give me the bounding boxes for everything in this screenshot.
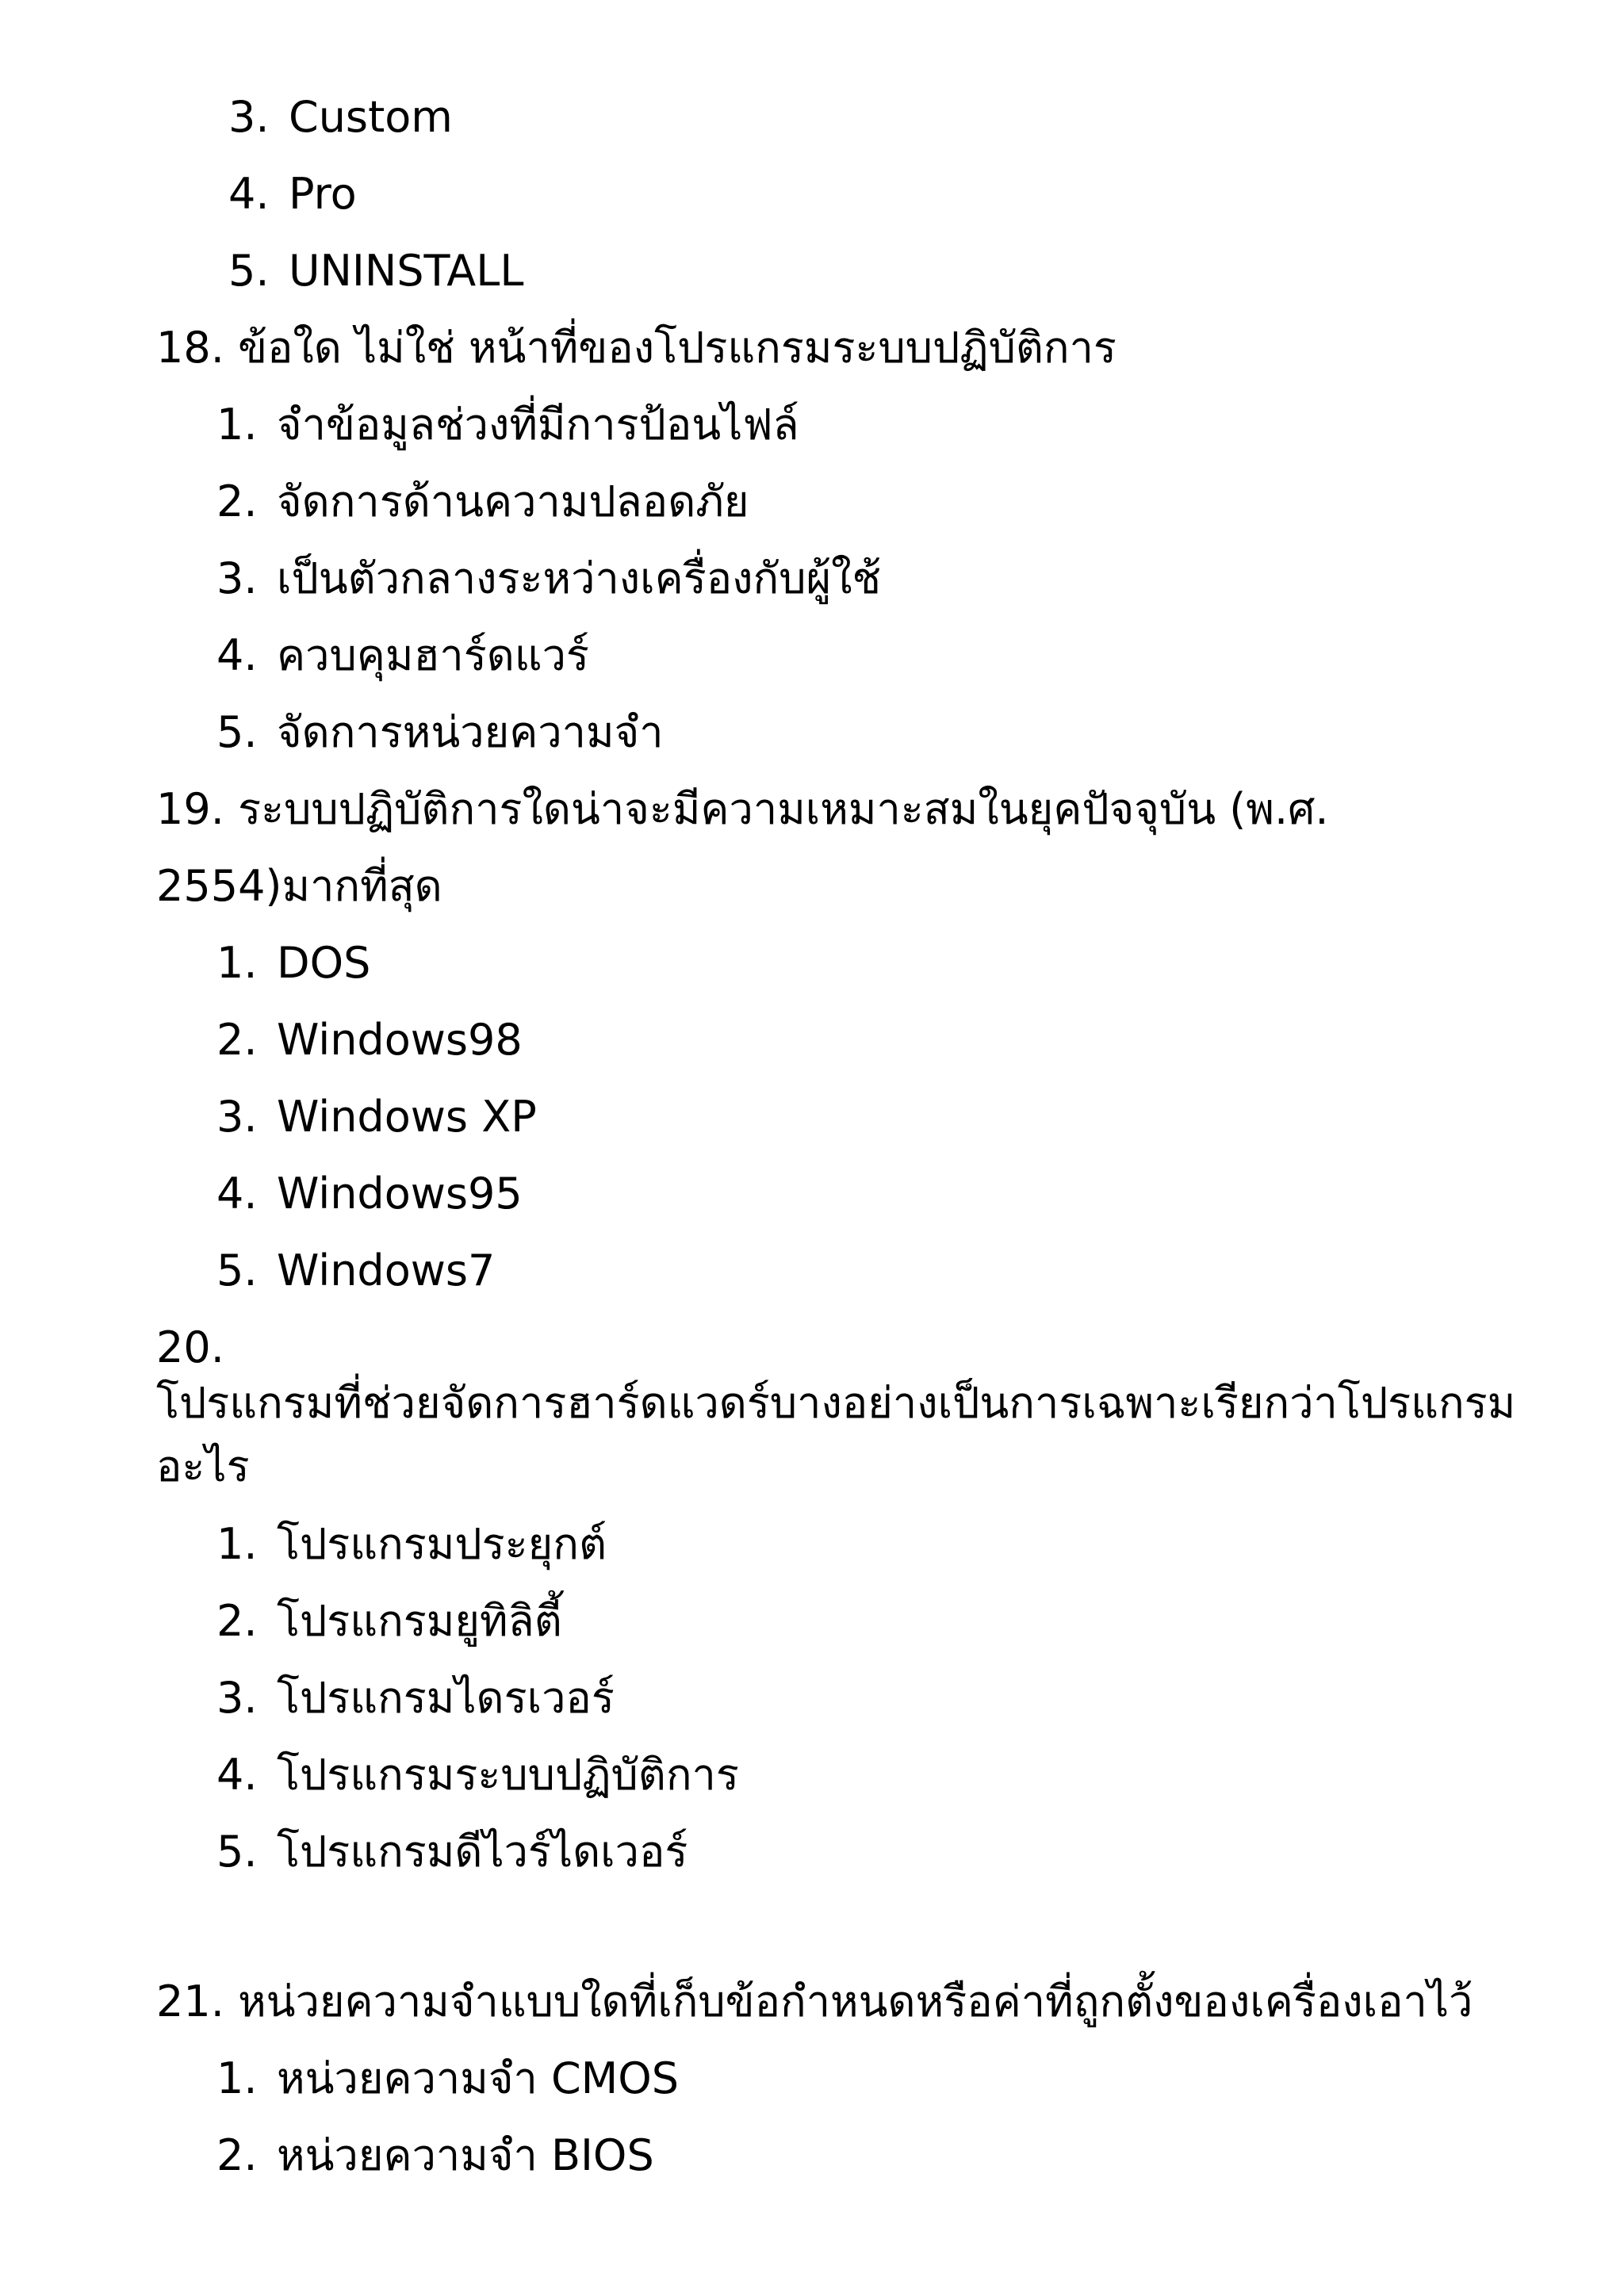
option-number: 2. bbox=[216, 1015, 258, 1065]
option-number: 2. bbox=[216, 1596, 258, 1646]
option-text: ควบคุมฮาร์ดแวร์ bbox=[277, 630, 589, 680]
question-text: หน่วยความจำแบบใดที่เก็บข้อกำหนดหรือค่าที่ถูกตั้งของเครื่องเอาไว้ bbox=[238, 1976, 1473, 2026]
q17-option-4 bbox=[228, 169, 357, 220]
option-text: DOS bbox=[277, 938, 371, 988]
q20-number bbox=[156, 1322, 224, 1373]
q20-option-1 bbox=[216, 1519, 607, 1570]
option-number: 5. bbox=[228, 246, 270, 296]
question-text: ข้อใด ไม่ใช่ หน้าที่ของโปรแกรมระบบปฏิบัติการ bbox=[238, 323, 1116, 373]
question-text: โปรแกรมที่ช่วยจัดการฮาร์ดแวดร์บางอย่างเป็นการเฉพาะเรียกว่าโปรแกรม bbox=[156, 1378, 1516, 1428]
q19-option-1 bbox=[216, 938, 370, 989]
option-number: 1. bbox=[216, 938, 258, 988]
question-text-cont: 2554)มากที่สุด bbox=[156, 861, 442, 911]
option-number: 4. bbox=[216, 1169, 258, 1219]
option-text: โปรแกรมประยุกต์ bbox=[277, 1519, 607, 1569]
option-number: 4. bbox=[228, 169, 270, 219]
option-text: จัดการด้านความปลอดภัย bbox=[277, 476, 749, 526]
option-text: หน่วยความจำ BIOS bbox=[277, 2130, 654, 2180]
q19-option-4 bbox=[216, 1169, 523, 1219]
option-number: 2. bbox=[216, 2130, 258, 2180]
option-number: 2. bbox=[216, 476, 258, 526]
option-number: 3. bbox=[216, 553, 258, 603]
q19-question-cont bbox=[156, 861, 442, 912]
option-number: 5. bbox=[216, 707, 258, 757]
q18-option-1 bbox=[216, 400, 799, 450]
option-text: Windows7 bbox=[277, 1246, 496, 1295]
q18-option-3 bbox=[216, 553, 881, 604]
option-number: 3. bbox=[228, 92, 270, 142]
option-text: Windows95 bbox=[277, 1169, 523, 1219]
option-text: เป็นตัวกลางระหว่างเครื่องกับผู้ใช้ bbox=[277, 553, 882, 603]
q19-option-5 bbox=[216, 1246, 495, 1296]
q21-option-1 bbox=[216, 2053, 679, 2104]
question-number: 21. bbox=[156, 1976, 224, 2026]
option-text: Windows XP bbox=[277, 1092, 537, 1142]
option-number: 5. bbox=[216, 1827, 258, 1877]
option-text: Pro bbox=[289, 169, 357, 219]
option-text: Custom bbox=[289, 92, 453, 142]
question-text: ระบบปฏิบัติการใดน่าจะมีความเหมาะสมในยุคปัจจุบัน (พ.ศ. bbox=[238, 784, 1329, 834]
option-text: หน่วยความจำ CMOS bbox=[277, 2053, 680, 2103]
option-number: 4. bbox=[216, 630, 258, 680]
q21-question bbox=[156, 1976, 1473, 2027]
option-number: 3. bbox=[216, 1673, 258, 1723]
q20-option-4 bbox=[216, 1750, 739, 1800]
q19-question bbox=[156, 784, 1329, 835]
option-text: โปรแกรมระบบปฏิบัติการ bbox=[277, 1750, 739, 1800]
q20-question-cont bbox=[156, 1441, 250, 1492]
option-number: 5. bbox=[216, 1246, 258, 1295]
q19-option-3 bbox=[216, 1092, 537, 1142]
q18-question bbox=[156, 323, 1116, 373]
question-text-cont: อะไร bbox=[156, 1441, 250, 1491]
option-text: Windows98 bbox=[277, 1015, 523, 1065]
option-number: 1. bbox=[216, 1519, 258, 1569]
option-number: 1. bbox=[216, 400, 258, 450]
option-text: จำข้อมูลช่วงที่มีการป้อนไฟล์ bbox=[277, 400, 799, 450]
question-number: 20. bbox=[156, 1322, 224, 1372]
option-text: โปรแกรมดีไวร์ไดเวอร์ bbox=[277, 1827, 688, 1877]
q19-option-2 bbox=[216, 1015, 523, 1066]
q20-question bbox=[156, 1378, 1515, 1429]
q20-option-3 bbox=[216, 1673, 615, 1724]
option-number: 3. bbox=[216, 1092, 258, 1142]
option-text: จัดการหน่วยความจำ bbox=[277, 707, 664, 757]
question-number: 19. bbox=[156, 784, 224, 834]
option-number: 1. bbox=[216, 2053, 258, 2103]
q18-option-4 bbox=[216, 630, 589, 681]
q21-option-2 bbox=[216, 2130, 654, 2181]
option-text: โปรแกรมยูทิลิตี้ bbox=[277, 1596, 562, 1646]
q18-option-2 bbox=[216, 476, 749, 527]
q17-option-3 bbox=[228, 92, 453, 143]
q20-option-2 bbox=[216, 1596, 562, 1647]
q20-option-5 bbox=[216, 1827, 688, 1877]
option-text: UNINSTALL bbox=[289, 246, 524, 296]
q17-option-5 bbox=[228, 246, 523, 297]
option-number: 4. bbox=[216, 1750, 258, 1800]
q18-option-5 bbox=[216, 707, 664, 758]
question-number: 18. bbox=[156, 323, 224, 373]
option-text: โปรแกรมไดรเวอร์ bbox=[277, 1673, 615, 1723]
